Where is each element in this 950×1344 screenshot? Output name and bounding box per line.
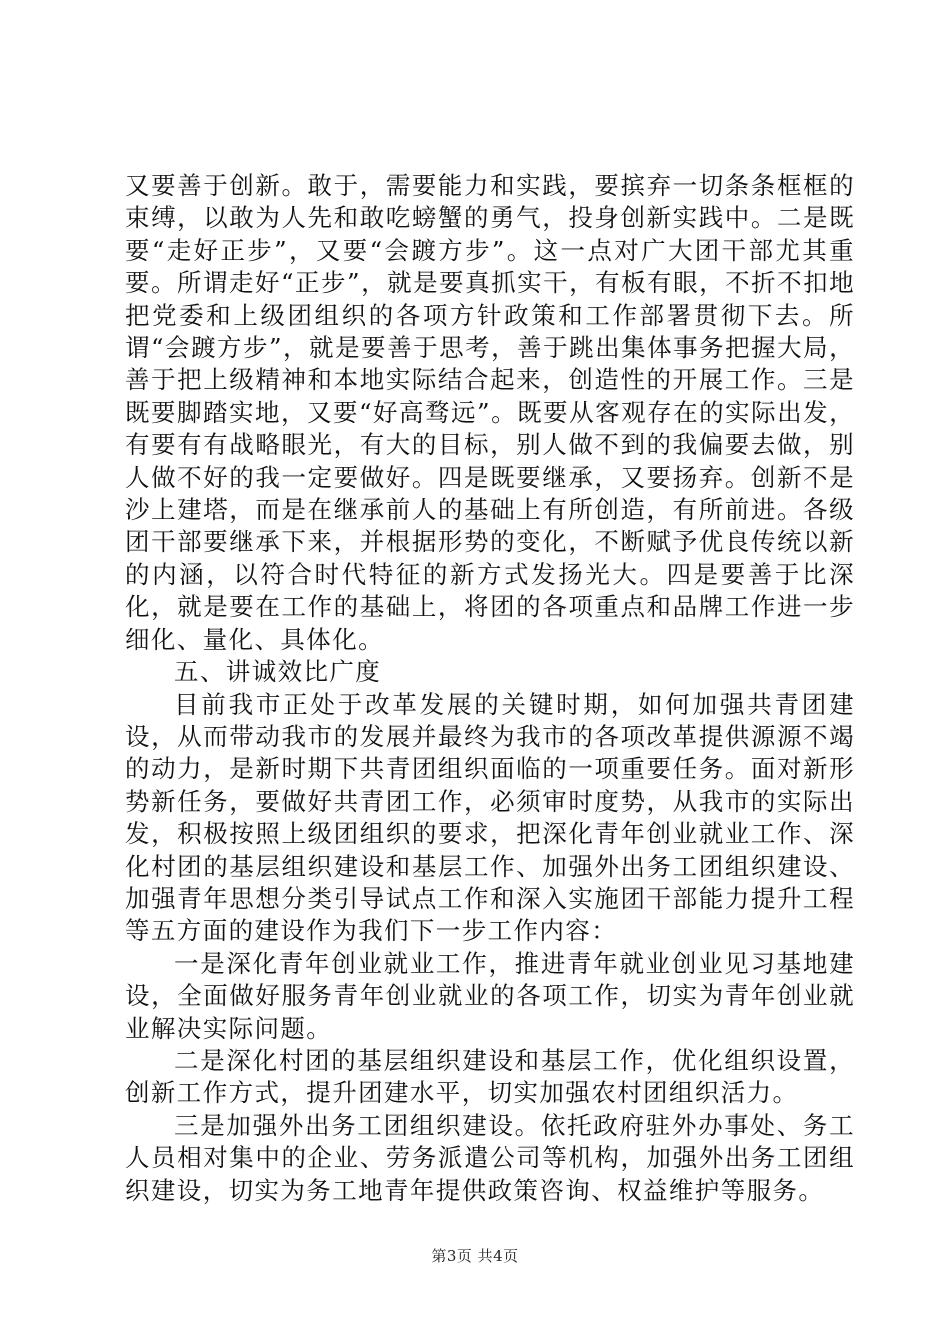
paragraph: 三是加强外出务工团组织建设。依托政府驻外办事处、务工人员相对集中的企业、劳务派遣公司等机构，加强外出务工团组织建设，切实为务工地青年提供政策咨询、权益维护等服务。 <box>125 1110 855 1205</box>
paragraph: 一是深化青年创业就业工作，推进青年就业创业见习基地建设，全面做好服务青年创业就业的各项工作，切实为青年创业就业解决实际问题。 <box>125 948 855 1043</box>
document-body <box>125 170 855 1207</box>
paragraph: 目前我市正处于改革发展的关键时期，如何加强共青团建设，从而带动我市的发展并最终为我市的各项改革提供源源不竭的动力，是新时期下共青团组织面临的一项重要任务。面对新形势新任务，要做好共青团工作，必须审时度势，从我市的实际出发，积极按照上级团组织的要求，把深化青年创业就业工作、深化村团的基层组织建设和基层工作、加强外出务工团组织建设、加强青年思想分类引导试点工作和深入实施团干部能力提升工程等五方面的建设作为我们下一步工作内容： <box>125 689 855 946</box>
paragraph-continuation: 又要善于创新。敢于，需要能力和实践，要摈弃一切条条框框的束缚，以敢为人先和敢吃螃蟹的勇气，投身创新实践中。二是既要“走好正步”，又要“会踱方步”。这一点对广大团干部尤其重要。所谓走好“正步”，就是要真抓实干，有板有眼，不折不扣地把党委和上级团组织的各项方针政策和工作部署贯彻下去。所谓“会踱方步”，就是要善于思考，善于跳出集体事务把握大局，善于把上级精神和本地实际结合起来，创造性的开展工作。三是既要脚踏实地，又要“好高骛远”。既要从客观存在的实际出发，有要有有战略眼光，有大的目标，别人做不到的我偏要去做，别人做不好的我一定要做好。四是既要继承，又要扬弃。创新不是沙上建塔，而是在继承前人的基础上有所创造，有所前进。各级团干部要继承下来，并根据形势的变化，不断赋予优良传统以新的内涵，以符合时代特征的新方式发扬光大。四是要善于比深化，就是要在工作的基础上，将团的各项重点和品牌工作进一步细化、量化、具体化。 <box>125 171 855 654</box>
page-number-footer: 第3页 共4页 <box>431 1247 519 1265</box>
section-heading: 五、讲诚效比广度 <box>174 657 382 687</box>
paragraph: 二是深化村团的基层组织建设和基层工作，优化组织设置，创新工作方式，提升团建水平，切实加强农村团组织活力。 <box>125 1045 855 1108</box>
